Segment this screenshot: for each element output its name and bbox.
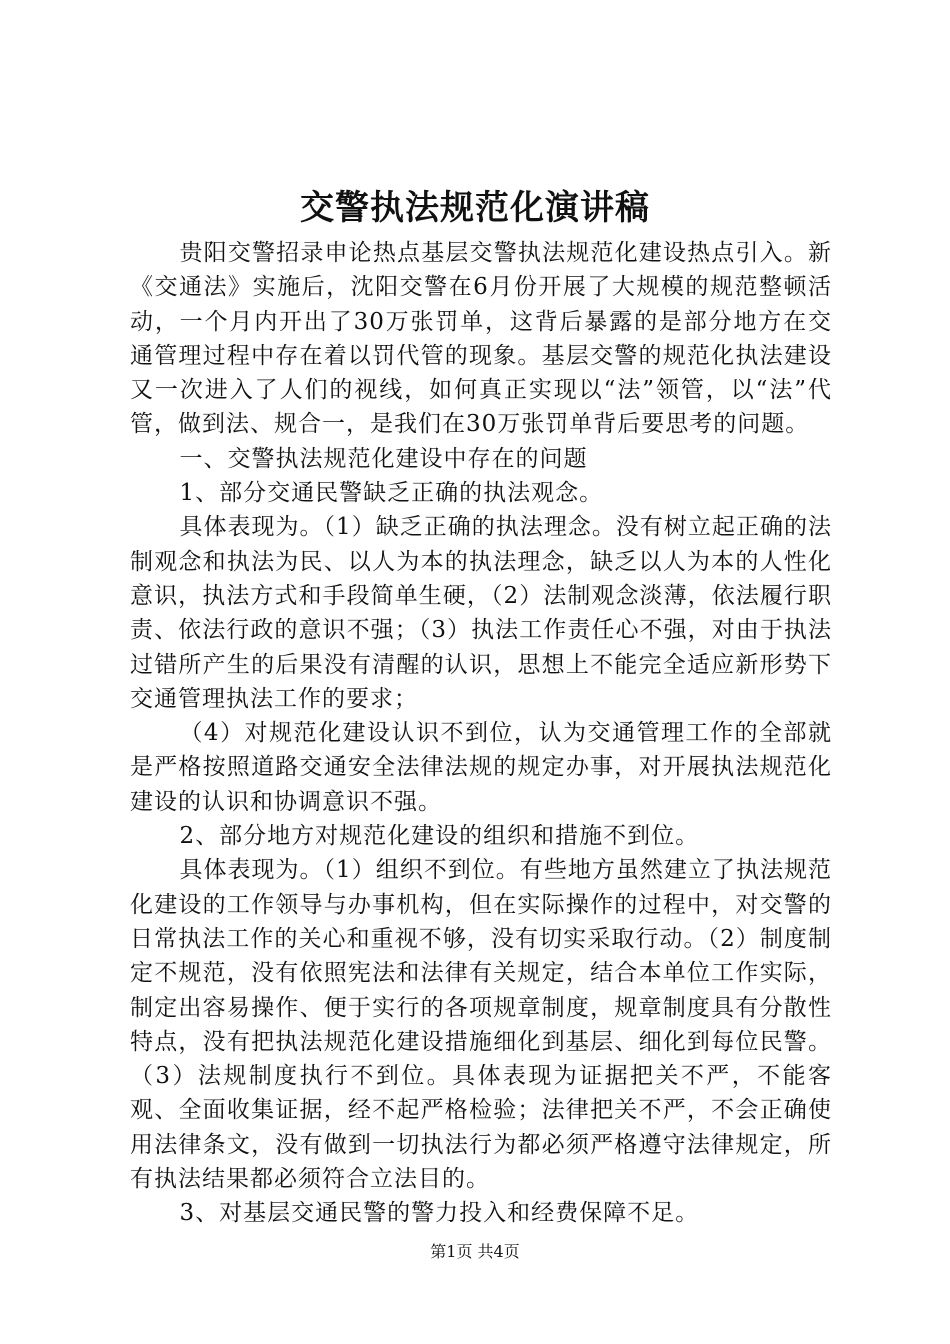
subheading-2: 2、部分地方对规范化建设的组织和措施不到位。	[179, 823, 700, 850]
paragraph-intro: 贵阳交警招录申论热点基层交警执法规范化建设热点引入。新《交通法》实施后，沈阳交警在6月份开展了大规模的规范整顿活动，一个月内开出了30万张罚单，这背后暴露的是部分地方在交通管理过程中存在着以罚代管的现象。基层交警的规范化执法建设又一次进入了人们的视线，如何真正实现以“法”领管，以“法”代管，做到法、规合一，是我们在30万张罚单背后要思考的问题。	[130, 240, 832, 438]
document-title: 交警执法规范化演讲稿	[300, 188, 650, 228]
subheading-1: 1、部分交通民警缺乏正确的执法观念。	[179, 480, 604, 507]
document-body	[130, 236, 832, 1231]
paragraph-2-details: 具体表现为。（1）组织不到位。有些地方虽然建立了执法规范化建设的工作领导与办事机构，但在实际操作的过程中，对交警的日常执法工作的关心和重视不够，没有切实采取行动。（2）制度制定不规范，没有依照宪法和法律有关规定，结合本单位工作实际，制定出容易操作、便于实行的各项规章制度，规章制度具有分散性特点，没有把执法规范化建设措施细化到基层、细化到每位民警。（3）法规制度执行不到位。具体表现为证据把关不严，不能客观、全面收集证据，经不起严格检验；法律把关不严，不会正确使用法律条文，没有做到一切执法行为都必须严格遵守法律规定，所有执法结果都必须符合立法目的。	[130, 857, 832, 1193]
paragraph-1-details: 具体表现为。（1）缺乏正确的执法理念。没有树立起正确的法制观念和执法为民、以人为本的执法理念，缺乏以人为本的人性化意识，执法方式和手段简单生硬，（2）法制观念淡薄，依法履行职责、依法行政的意识不强；（3）执法工作责任心不强，对由于执法过错所产生的后果没有清醒的认识，思想上不能完全适应新形势下交通管理执法工作的要求；	[130, 514, 832, 712]
page-number-footer: 第1页 共4页	[430, 1242, 520, 1261]
paragraph-1-item-4: （4）对规范化建设认识不到位，认为交通管理工作的全部就是严格按照道路交通安全法律法规的规定办事，对开展执法规范化建设的认识和协调意识不强。	[130, 720, 832, 815]
subheading-3: 3、对基层交通民警的警力投入和经费保障不足。	[179, 1200, 700, 1227]
section-heading-problems: 一、交警执法规范化建设中存在的问题	[179, 445, 588, 472]
